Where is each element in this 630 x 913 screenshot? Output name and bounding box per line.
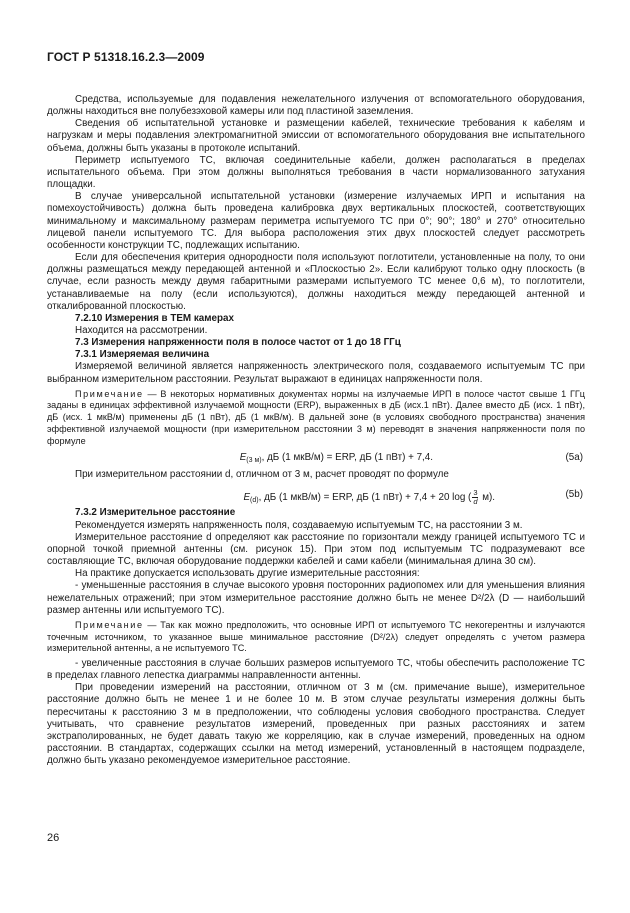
note-text: — В некоторых нормативных документах нормы на излучаемые ИРП в полосе частот свыше 1 ГГц заданы в единицах эффективной излучаемой мощности (ERP), выраженных в дБ (исх.1 пВт). Далее вместо дБ (исх. 1 пВт), дБ (исх. 1 мкВ/м) применены дБ (1 пВт), дБ (1 мкВ/м). В дальней зоне (в условиях свободного пространства) значения эффективной излучаемой мощности (при измерительном расстоянии 3 м) переводят в значения напряженности поля по формуле	[47, 388, 585, 446]
note-paragraph	[47, 389, 585, 448]
formula-5b-fraction: $\frac{3}{d}$	[473, 488, 478, 507]
note-label: Примечание	[75, 619, 144, 630]
note-paragraph	[47, 620, 585, 655]
note-text: — Так как можно предположить, что основные ИРП от испытуемого ТС некогерентны и излучаются точечным источником, то указанное выше минимальное расстояние (D²/2λ) следует определять с учетом размера измерительной антенны, а не испытуемого ТС.	[47, 619, 585, 654]
paragraph: На практике допускается использовать другие измерительные расстояния:	[75, 568, 420, 580]
formula-5a	[47, 452, 585, 466]
section-heading-7-2-10: 7.2.10 Измерения в ТЕМ камерах	[75, 312, 234, 324]
paragraph: При измерительном расстоянии d, отличном от 3 м, расчет проводят по формуле	[75, 469, 449, 481]
document-header: ГОСТ Р 51318.16.2.3—2009	[47, 50, 205, 64]
section-heading-7-3: 7.3 Измерения напряженности поля в полосе частот от 1 до 18 ГГц	[75, 337, 401, 349]
paragraph: В случае универсальной испытательной установки (измерение излучаемых ИРП и испытания на помехоустойчивость) должна быть проведена калибровка двух вертикальных плоскостей, соответствующих минимальному и максимальному размерам периметра испытуемого ТС при 0°; 90°; 180° и 270° относительно лицевой панели испытуемого ТС. Для выбора расположения этих двух плоскостей следует рассмотреть особенности конструкции ТС, подлежащих испытанию.	[47, 191, 585, 251]
paragraph: Рекомендуется измерять напряженность поля, создаваемую испытуемым ТС, на расстоянии 3 м.	[75, 519, 523, 531]
paragraph: Измерительное расстояние d определяют как расстояние по горизонтали между границей испытуемого ТС и опорной точкой приемной антенны (см. рисунок 15). При этом под испытуемым ТС подразумевают все составляющие ТС, включая оборудование поддержки кабелей и сами кабели (минимальная длина 30 см).	[47, 531, 585, 568]
paragraph: При проведении измерений на расстоянии, отличном от 3 м (см. примечание выше), измерительное расстояние должно быть не менее 1 и не более 10 м. В этом случае результаты измерения должны быть пересчитаны к расстоянию 3 м в предположении, что соблюдены условия свободного пространства. Следует учитывать, что сравнение результатов измерений, проведенных при разных расстояниях и затем экстраполированных, не будет давать такую же корреляцию, как в случае измерений, проведенных на одном расстоянии. В стандартах, содержащих ссылки на метод измерений, установленный в настоящем подразделе, должно быть указано рекомендуемое измерительное расстояние.	[47, 682, 585, 767]
section-heading-7-3-2: 7.3.2 Измерительное расстояние	[75, 507, 236, 519]
formula-5b	[47, 486, 585, 507]
formula-5b-number: (5b)	[565, 489, 583, 501]
paragraph: Находится на рассмотрении.	[75, 324, 208, 336]
formula-5b-expression: $E_{(d)}$, дБ (1 мкВ/м) = ERP, дБ (1 пВт) + 7,4 + 20 log ( $\frac{3}{d}$ м).	[243, 488, 495, 507]
paragraph: Измеряемой величиной является напряженность электрического поля, создаваемого испытуемым ТС при выбранном измерительном расстоянии. Результат выражают в единицах напряженности поля.	[47, 361, 585, 385]
paragraph: Средства, используемые для подавления нежелательного излучения от вспомогательного оборудования, должны находиться вне полубезэховой камеры или под пластиной заземления.	[47, 94, 585, 118]
paragraph: Периметр испытуемого ТС, включая соединительные кабели, должен располагаться в пределах испытательного объема. При этом должны выполняться требования в части нормализованного затухания площадки.	[47, 154, 585, 191]
formula-5a-expression: $E_{(3 м)}$, дБ (1 мкВ/м) = ERP, дБ (1 пВт) + 7,4.	[239, 452, 433, 465]
list-item: - уменьшенные расстояния в случае высокого уровня посторонних радиопомех или для уменьшения влияния нежелательных отражений; при этом измерительное расстояние должно быть не менее D²/2λ (D — наибольший размер антенны или испытуемого ТС).	[47, 580, 585, 616]
document-body	[47, 94, 585, 767]
list-item: - увеличенные расстояния в случае больших размеров испытуемого ТС, чтобы обеспечить расположение ТС в пределах главного лепестка диаграммы направленности антенны.	[47, 657, 585, 682]
note-label: Примечание	[75, 388, 144, 399]
section-heading-7-3-1: 7.3.1 Измеряемая величина	[75, 349, 210, 361]
paragraph: Сведения об испытательной установке и размещении кабелей, технические требования к кабелям и нагрузкам и меры подавления электромагнитной эмиссии от вспомогательного оборудования вне испытательного объема, должны быть указаны в протоколе испытаний.	[47, 118, 585, 154]
page-number: 26	[47, 832, 60, 844]
paragraph: Если для обеспечения критерия однородности поля используют поглотители, установленные на полу, то они должны размещаться между передающей антенной и «Плоскостью 2». Если калибруют только одну плоскость (в случае, если разность между двумя габаритными размерами испытуемого ТС менее 0,6 м), то поглотители, устанавливаемые на полу (если используются), должны находиться между передающей антенной и откалиброванной плоскостью.	[47, 252, 585, 312]
formula-5a-number: (5a)	[565, 452, 583, 464]
